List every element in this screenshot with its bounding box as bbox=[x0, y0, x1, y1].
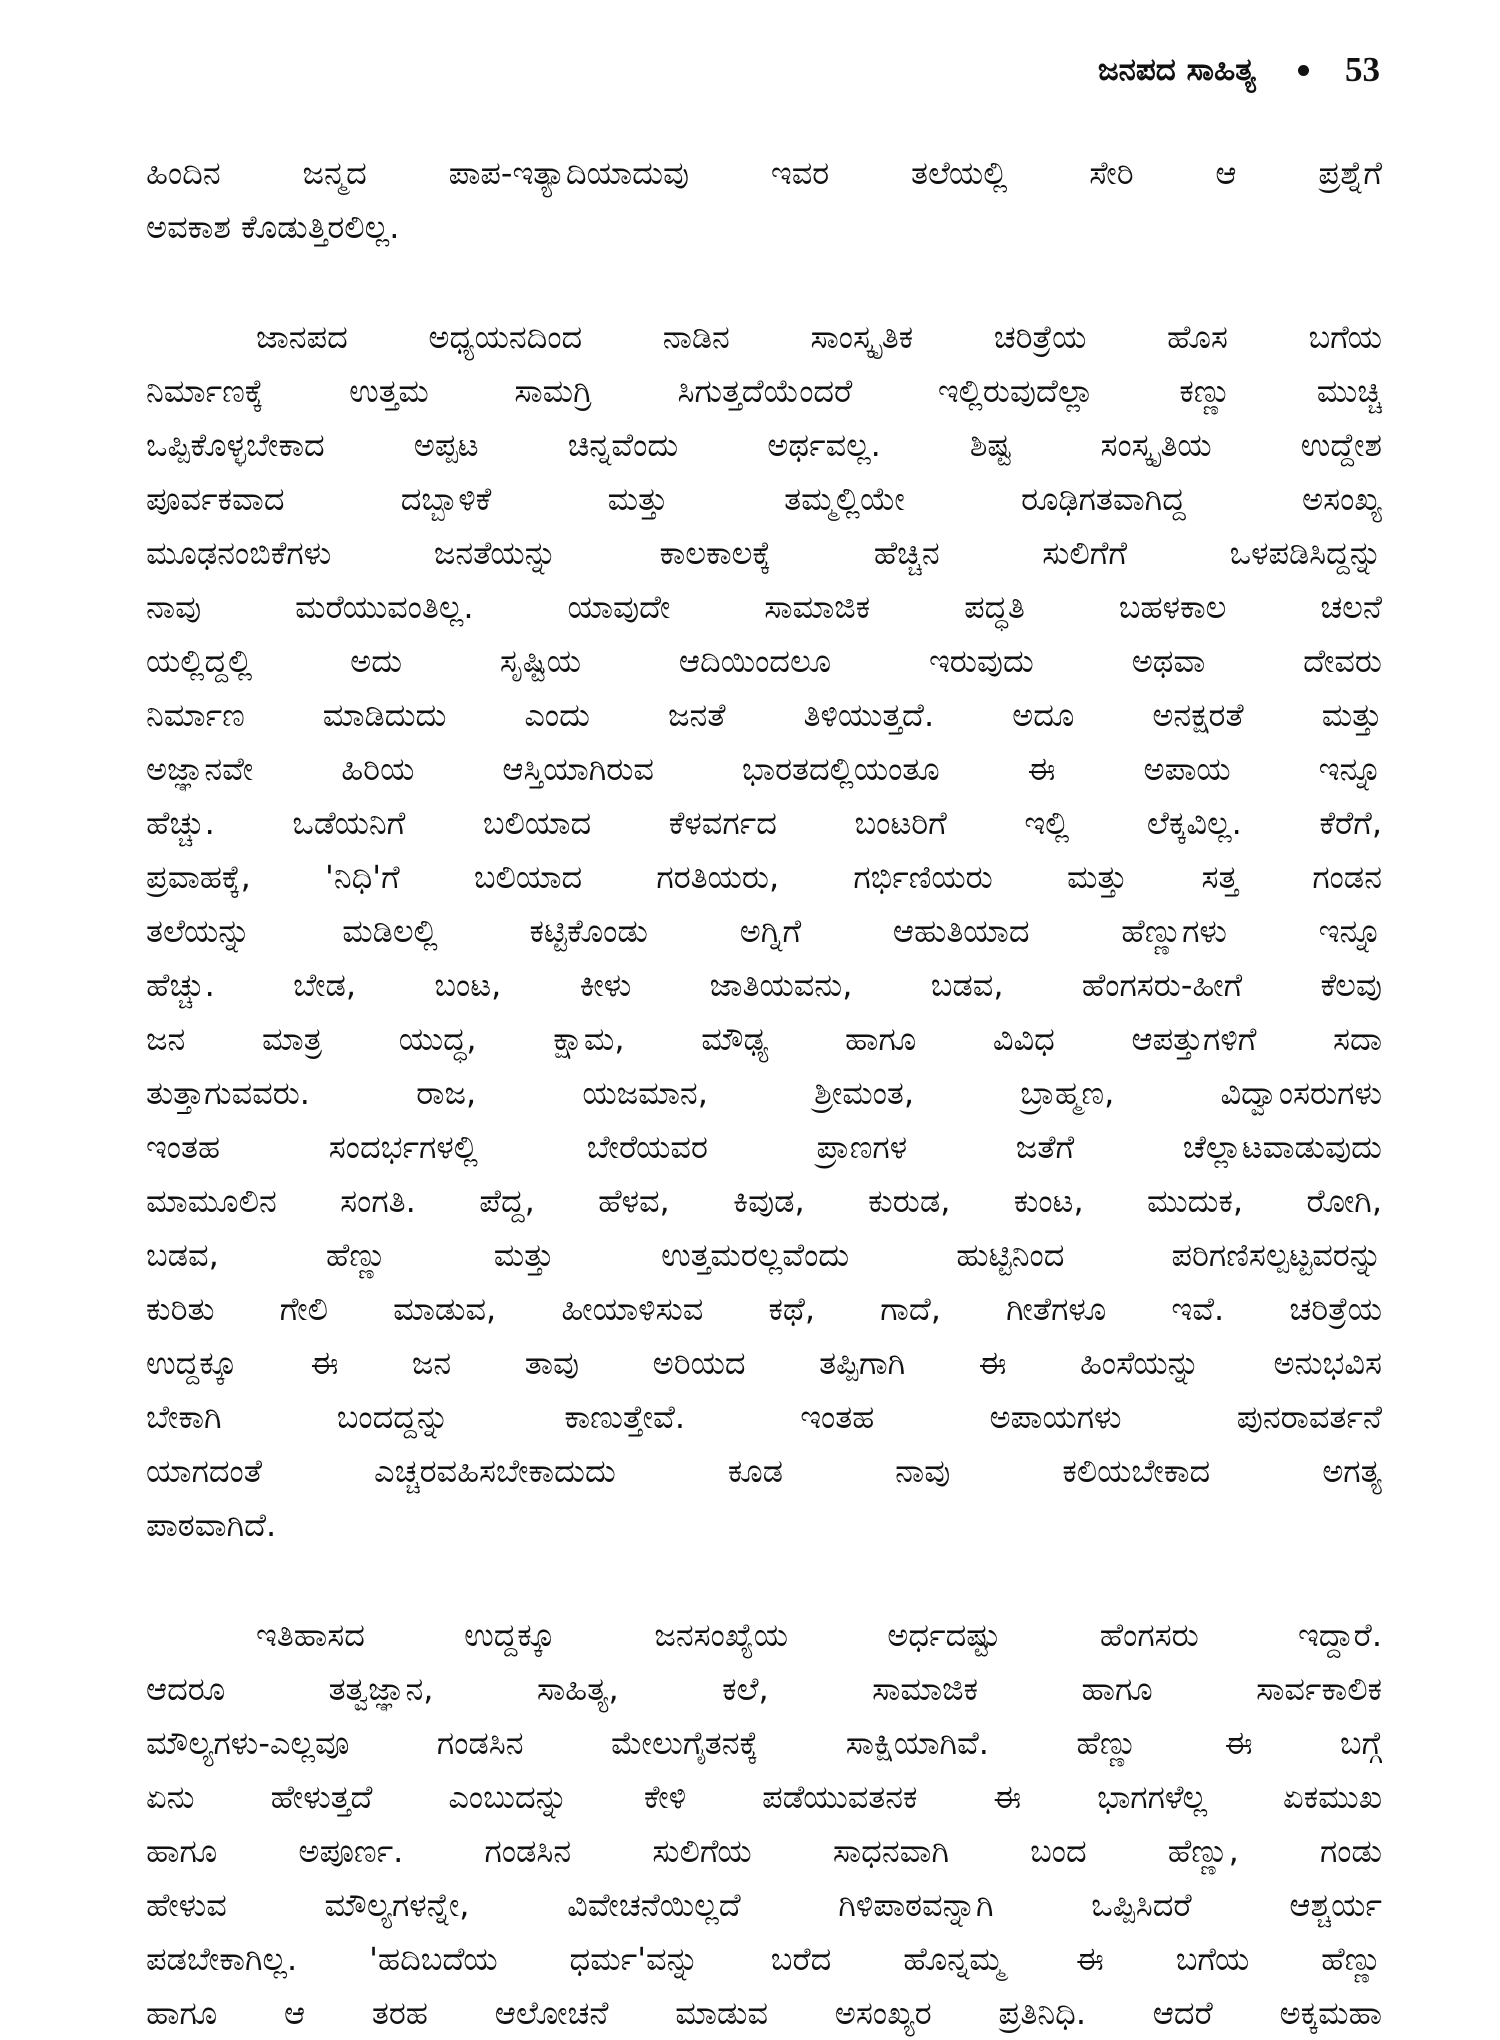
text-line: ನಾವು ಮರೆಯುವಂತಿಲ್ಲ. ಯಾವುದೇ ಸಾಮಾಜಿಕ ಪದ್ಧತಿ ಬಹಳಕಾಲ ಚಲನೆ bbox=[146, 588, 1382, 626]
running-header bbox=[980, 44, 1380, 96]
body-text bbox=[146, 146, 1382, 2040]
paragraph-2 bbox=[146, 310, 1382, 1552]
text-line: ಕುರಿತು ಗೇಲಿ ಮಾಡುವ, ಹೀಯಾಳಿಸುವ ಕಥೆ, ಗಾದೆ, ಗೀತೆಗಳೂ ಇವೆ. ಚರಿತ್ರೆಯ bbox=[146, 1290, 1382, 1328]
text-line: ಪೂರ್ವಕವಾದ ದಬ್ಬಾಳಿಕೆ ಮತ್ತು ತಮ್ಮಲ್ಲಿಯೇ ರೂಢಿಗತವಾಗಿದ್ದ ಅಸಂಖ್ಯ bbox=[146, 480, 1382, 518]
text-line: ಏನು ಹೇಳುತ್ತದೆ ಎಂಬುದನ್ನು ಕೇಳಿ ಪಡೆಯುವತನಕ ಈ ಭಾಗಗಳೆಲ್ಲ ಏಕಮುಖ bbox=[146, 1778, 1382, 1816]
text-line: ಹಾಗೂ ಅಪೂರ್ಣ. ಗಂಡಸಿನ ಸುಲಿಗೆಯ ಸಾಧನವಾಗಿ ಬಂದ ಹೆಣ್ಣು, ಗಂಡು bbox=[146, 1832, 1382, 1870]
text-line: ಹೆಚ್ಚು. ಒಡೆಯನಿಗೆ ಬಲಿಯಾದ ಕೆಳವರ್ಗದ ಬಂಟರಿಗೆ ಇಲ್ಲಿ ಲೆಕ್ಕವಿಲ್ಲ. ಕೆರೆಗೆ, bbox=[146, 804, 1382, 842]
text-line: ಯಲ್ಲಿದ್ದಲ್ಲಿ ಅದು ಸೃಷ್ಟಿಯ ಆದಿಯಿಂದಲೂ ಇರುವುದು ಅಥವಾ ದೇವರು bbox=[146, 642, 1382, 680]
text-line: ಇಂತಹ ಸಂದರ್ಭಗಳಲ್ಲಿ ಬೇರೆಯವರ ಪ್ರಾಣಗಳ ಜತೆಗೆ ಚೆಲ್ಲಾಟವಾಡುವುದು bbox=[146, 1128, 1382, 1166]
text-line: ಪಡಬೇಕಾಗಿಲ್ಲ. 'ಹದಿಬದೆಯ ಧರ್ಮ'ವನ್ನು ಬರೆದ ಹೊನ್ನಮ್ಮ ಈ ಬಗೆಯ ಹೆಣ್ಣು bbox=[146, 1940, 1382, 1978]
running-header-title: ಜನಪದ ಸಾಹಿತ್ಯ bbox=[1097, 51, 1256, 88]
text-line: ಹಿಂದಿನ ಜನ್ಮದ ಪಾಪ-ಇತ್ಯಾದಿಯಾದುವು ಇವರ ತಲೆಯಲ್ಲಿ ಸೇರಿ ಆ ಪ್ರಶ್ನೆಗೆ bbox=[146, 154, 1382, 192]
header-bullet-icon bbox=[1298, 65, 1309, 76]
text-line: ಮಾಮೂಲಿನ ಸಂಗತಿ. ಪೆದ್ದ, ಹೆಳವ, ಕಿವುಡ, ಕುರುಡ, ಕುಂಟ, ಮುದುಕ, ರೋಗಿ, bbox=[146, 1182, 1382, 1220]
text-line: ತುತ್ತಾಗುವವರು. ರಾಜ, ಯಜಮಾನ, ಶ್ರೀಮಂತ, ಬ್ರಾಹ್ಮಣ, ವಿದ್ವಾಂಸರುಗಳು bbox=[146, 1074, 1382, 1112]
text-line: ಅಜ್ಞಾನವೇ ಹಿರಿಯ ಆಸ್ತಿಯಾಗಿರುವ ಭಾರತದಲ್ಲಿಯಂತೂ ಈ ಅಪಾಯ ಇನ್ನೂ bbox=[146, 750, 1382, 788]
text-line: ಉದ್ದಕ್ಕೂ ಈ ಜನ ತಾವು ಅರಿಯದ ತಪ್ಪಿಗಾಗಿ ಈ ಹಿಂಸೆಯನ್ನು ಅನುಭವಿಸ bbox=[146, 1344, 1382, 1382]
text-line: ತಲೆಯನ್ನು ಮಡಿಲಲ್ಲಿ ಕಟ್ಟಿಕೊಂಡು ಅಗ್ನಿಗೆ ಆಹುತಿಯಾದ ಹೆಣ್ಣುಗಳು ಇನ್ನೂ bbox=[146, 912, 1382, 950]
text-line: ಜಾನಪದ ಅಧ್ಯಯನದಿಂದ ನಾಡಿನ ಸಾಂಸ್ಕೃತಿಕ ಚರಿತ್ರೆಯ ಹೊಸ ಬಗೆಯ bbox=[256, 318, 1382, 356]
paragraph-3 bbox=[146, 1608, 1382, 2040]
text-line: ಬೇಕಾಗಿ ಬಂದದ್ದನ್ನು ಕಾಣುತ್ತೇವೆ. ಇಂತಹ ಅಪಾಯಗಳು ಪುನರಾವರ್ತನೆ bbox=[146, 1398, 1382, 1436]
text-line: ಯಾಗದಂತೆ ಎಚ್ಚರವಹಿಸಬೇಕಾದುದು ಕೂಡ ನಾವು ಕಲಿಯಬೇಕಾದ ಅಗತ್ಯ bbox=[146, 1452, 1382, 1490]
text-line: ಬಡವ, ಹೆಣ್ಣು ಮತ್ತು ಉತ್ತಮರಲ್ಲವೆಂದು ಹುಟ್ಟಿನಿಂದ ಪರಿಗಣಿಸಲ್ಪಟ್ಟವರನ್ನು bbox=[146, 1236, 1382, 1274]
text-line: ಮೌಲ್ಯಗಳು-ಎಲ್ಲವೂ ಗಂಡಸಿನ ಮೇಲುಗೈತನಕ್ಕೆ ಸಾಕ್ಷಿಯಾಗಿವೆ. ಹೆಣ್ಣು ಈ ಬಗ್ಗೆ bbox=[146, 1724, 1382, 1762]
text-line: ನಿರ್ಮಾಣ ಮಾಡಿದುದು ಎಂದು ಜನತೆ ತಿಳಿಯುತ್ತದೆ. ಅದೂ ಅನಕ್ಷರತೆ ಮತ್ತು bbox=[146, 696, 1382, 734]
text-line: ಒಪ್ಪಿಕೊಳ್ಳಬೇಕಾದ ಅಪ್ಪಟ ಚಿನ್ನವೆಂದು ಅರ್ಥವಲ್ಲ. ಶಿಷ್ಟ ಸಂಸ್ಕೃತಿಯ ಉದ್ದೇಶ bbox=[146, 426, 1382, 464]
text-line: ನಿರ್ಮಾಣಕ್ಕೆ ಉತ್ತಮ ಸಾಮಗ್ರಿ ಸಿಗುತ್ತದೆಯೆಂದರೆ ಇಲ್ಲಿರುವುದೆಲ್ಲಾ ಕಣ್ಣು ಮುಚ್ಚಿ bbox=[146, 372, 1382, 410]
text-line: ಜನ ಮಾತ್ರ ಯುದ್ಧ, ಕ್ಷಾಮ, ಮೌಢ್ಯ ಹಾಗೂ ವಿವಿಧ ಆಪತ್ತುಗಳಿಗೆ ಸದಾ bbox=[146, 1020, 1382, 1058]
page-number: 53 bbox=[1345, 50, 1380, 89]
paragraph-1 bbox=[146, 146, 1382, 254]
text-line: ಮೂಢನಂಬಿಕೆಗಳು ಜನತೆಯನ್ನು ಕಾಲಕಾಲಕ್ಕೆ ಹೆಚ್ಚಿನ ಸುಲಿಗೆಗೆ ಒಳಪಡಿಸಿದ್ದನ್ನು bbox=[146, 534, 1382, 572]
text-line: ಹೆಚ್ಚು. ಬೇಡ, ಬಂಟ, ಕೀಳು ಜಾತಿಯವನು, ಬಡವ, ಹೆಂಗಸರು-ಹೀಗೆ ಕೆಲವು bbox=[146, 966, 1382, 1004]
text-line: ಹೇಳುವ ಮೌಲ್ಯಗಳನ್ನೇ, ವಿವೇಚನೆಯಿಲ್ಲದೆ ಗಿಳಿಪಾಠವನ್ನಾಗಿ ಒಪ್ಪಿಸಿದರೆ ಆಶ್ಚರ್ಯ bbox=[146, 1886, 1382, 1924]
text-line: ಅವಕಾಶ ಕೊಡುತ್ತಿರಲಿಲ್ಲ. bbox=[146, 208, 400, 246]
text-line: ಇತಿಹಾಸದ ಉದ್ದಕ್ಕೂ ಜನಸಂಖ್ಯೆಯ ಅರ್ಧದಷ್ಟು ಹೆಂಗಸರು ಇದ್ದಾರೆ. bbox=[256, 1616, 1382, 1654]
text-line: ಹಾಗೂ ಆ ತರಹ ಆಲೋಚನೆ ಮಾಡುವ ಅಸಂಖ್ಯರ ಪ್ರತಿನಿಧಿ. ಆದರೆ ಅಕ್ಕಮಹಾ bbox=[146, 1994, 1382, 2032]
text-line: ಆದರೂ ತತ್ವಜ್ಞಾನ, ಸಾಹಿತ್ಯ, ಕಲೆ, ಸಾಮಾಜಿಕ ಹಾಗೂ ಸಾರ್ವಕಾಲಿಕ bbox=[146, 1670, 1382, 1708]
text-line: ಪ್ರವಾಹಕ್ಕೆ, 'ನಿಧಿ'ಗೆ ಬಲಿಯಾದ ಗರತಿಯರು, ಗರ್ಭಿಣಿಯರು ಮತ್ತು ಸತ್ತ ಗಂಡನ bbox=[146, 858, 1382, 896]
text-line: ಪಾಠವಾಗಿದೆ. bbox=[146, 1506, 277, 1544]
